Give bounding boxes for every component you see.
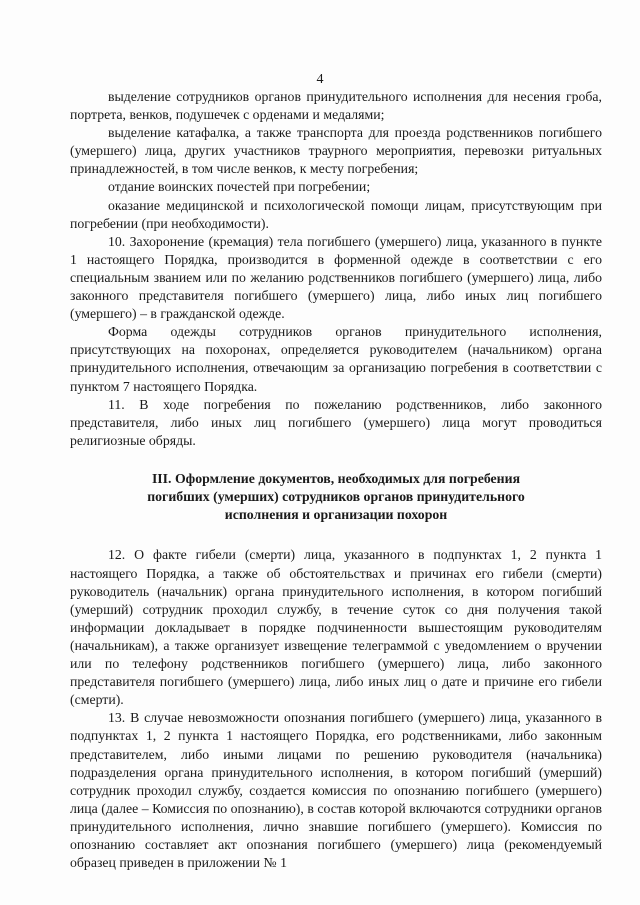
paragraph: отдание воинских почестей при погребении; <box>108 179 371 195</box>
section-heading-line: погибших (умерших) сотрудников органов принудительного <box>147 489 525 505</box>
paragraph: Форма одежды сотрудников органов принудительного исполнения, присутствующих на похоронах, определяется руководителем (начальником) органа принудительного исполнения, отвечающим за организацию погребения в соответствии с пунктом 7 настоящего Порядка. <box>70 324 602 394</box>
section-heading-line: исполнения и организации похорон <box>224 507 448 523</box>
section-heading <box>70 470 602 525</box>
paragraph-item-12: 12. О факте гибели (смерти) лица, указанного в подпунктах 1, 2 пункта 1 настоящего Порядка, а также об обстоятельствах и причинах его гибели (смерти) руководитель (начальник) органа принудительного исполнения, в котором погибший (умерший) сотрудник проходил службу, в течение суток со дня получения такой информации докладывает в порядке подчиненности вышестоящим руководителям (начальникам), а также организует извещение телеграммой с уведомлением о вручении или по телефону родственников погибшего (умершего) лица, либо законного представителя погибшего (умершего) лица, либо иных лиц о дате и причине его гибели (смерти). <box>70 547 602 708</box>
paragraph: выделение катафалка, а также транспорта для проезда родственников погибшего (умершего) лица, других участников траурного мероприятия, перевозки ритуальных принадлежностей, в том числе венков, к месту погребения; <box>70 125 602 177</box>
paragraph: оказание медицинской и психологической помощи лицам, присутствующим при погребении (при необходимости). <box>70 197 602 231</box>
document-body <box>70 88 602 872</box>
paragraph-item-13: 13. В случае невозможности опознания погибшего (умершего) лица, указанного в подпунктах 1, 2 пункта 1 настоящего Порядка, его родственниками, либо законным представителем, либо иными лицами по решению руководителя (начальника) подразделения органа принудительного исполнения, в котором погибший (умерший) сотрудник проходил службу, создается комиссия по опознанию погибшего (умершего) лица (далее – Комиссия по опознанию), в состав которой включаются сотрудники органов принудительного исполнения, лично знавшие погибшего (умершего). Комиссия по опознанию составляет акт опознания погибшего (умершего) лица (рекомендуемый образец приведен в приложении № 1 <box>70 710 602 871</box>
page-number: 4 <box>316 72 324 87</box>
paragraph-item-10: 10. Захоронение (кремация) тела погибшего (умершего) лица, указанного в пункте 1 настоящего Порядка, производится в форменной одежде в соответствии с его специальным званием или по желанию родственников погибшего (умершего) лица, либо законного представителя погибшего (умершего) лица, либо иных лиц погибшего (умершего) – в гражданской одежде. <box>70 233 602 322</box>
section-heading-line: III. Оформление документов, необходимых для погребения <box>151 470 521 486</box>
paragraph-item-11: 11. В ходе погребения по пожеланию родственников, либо законного представителя, либо иных лиц погибшего (умершего) лица могут проводиться религиозные обряды. <box>70 396 602 448</box>
paragraph: выделение сотрудников органов принудительного исполнения для несения гроба, портрета, венков, подушечек с орденами и медалями; <box>70 89 602 123</box>
